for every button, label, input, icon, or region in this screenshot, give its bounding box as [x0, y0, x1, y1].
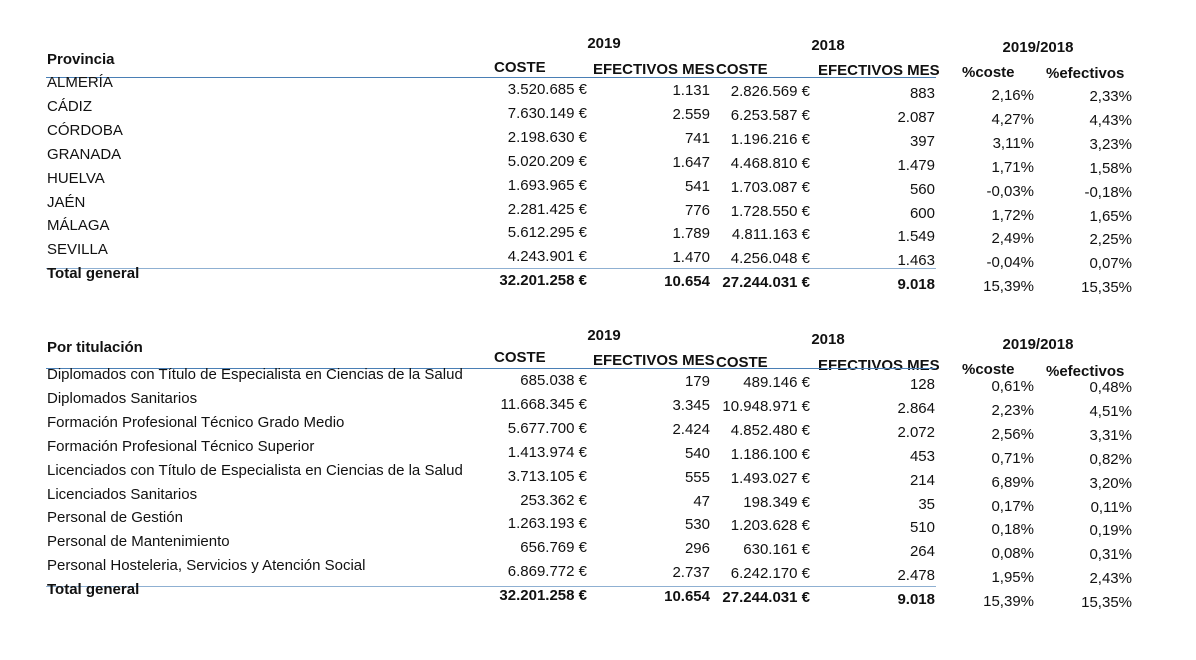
row-label: MÁLAGA	[47, 217, 110, 235]
total-coste-2018-cell: 27.244.031 €	[722, 589, 810, 607]
efectivos-2018-header: EFECTIVOS MES	[818, 357, 940, 374]
coste-2018-cell: 4.852.480 €	[730, 421, 810, 439]
efectivos-2019-cell: 541	[684, 177, 710, 195]
efectivos-2019-cell: 1.470	[672, 249, 710, 267]
pct-efectivos-cell: 4,51%	[1089, 402, 1132, 420]
coste-2018-cell: 1.703.087 €	[730, 178, 810, 196]
efectivos-2019-cell: 530	[684, 516, 710, 534]
efectivos-2019-cell: 3.345	[672, 396, 710, 414]
pct-coste-header: %coste	[962, 64, 1015, 81]
pct-coste-cell: 4,27%	[991, 110, 1034, 128]
pct-coste-cell: 6,89%	[991, 473, 1034, 491]
row-label: Personal de Mantenimiento	[47, 533, 230, 551]
efectivos-2018-cell: 1.463	[897, 252, 935, 270]
efectivos-2018-cell: 453	[909, 447, 935, 465]
pct-coste-cell: 1,95%	[991, 569, 1034, 587]
pct-coste-cell: -0,03%	[986, 182, 1034, 200]
total-pct-coste-cell: 15,39%	[983, 278, 1034, 296]
pct-efectivos-cell: 3,31%	[1089, 426, 1132, 444]
efectivos-2018-cell: 214	[909, 471, 935, 489]
efectivos-2018-cell: 2.072	[897, 423, 935, 441]
efectivos-2019-cell: 47	[693, 492, 710, 510]
pct-efectivos-cell: 0,07%	[1089, 255, 1132, 273]
pct-efectivos-cell: 1,58%	[1089, 159, 1132, 177]
efectivos-2018-cell: 510	[909, 519, 935, 537]
efectivos-2019-cell: 2.424	[672, 420, 710, 438]
coste-2018-cell: 2.826.569 €	[730, 83, 810, 100]
efectivos-2019-cell: 1.131	[672, 82, 710, 99]
row-label: JAÉN	[47, 193, 86, 211]
row-label: Diplomados Sanitarios	[47, 389, 198, 407]
efectivos-2019-cell: 741	[684, 129, 710, 147]
efectivos-2019-cell: 1.647	[672, 153, 710, 171]
coste-2019-header: COSTE	[494, 59, 546, 76]
coste-2019-cell: 253.362 €	[520, 491, 587, 509]
coste-2018-cell: 4.256.048 €	[730, 250, 810, 268]
total-coste-2018-cell: 27.244.031 €	[722, 274, 810, 292]
pct-coste-header: %coste	[962, 361, 1015, 378]
coste-2019-cell: 1.263.193 €	[507, 515, 587, 533]
coste-2018-cell: 1.493.027 €	[730, 469, 810, 487]
ratio-header: 2019/2018	[1002, 39, 1074, 56]
total-efectivos-2018-cell: 9.018	[897, 276, 935, 294]
coste-2018-cell: 4.811.163 €	[731, 226, 810, 244]
coste-2019-cell: 1.413.974 €	[507, 443, 587, 461]
pct-coste-cell: 2,16%	[991, 87, 1034, 104]
coste-2019-cell: 5.612.295 €	[507, 224, 587, 242]
total-efectivos-2019-cell: 10.654	[664, 588, 710, 606]
row-label: Licenciados con Título de Especialista en Ciencias de la Salud	[47, 461, 463, 479]
pct-coste-cell: 2,23%	[991, 401, 1034, 419]
pct-coste-cell: 2,49%	[991, 230, 1034, 248]
efectivos-2018-header: EFECTIVOS MES	[818, 62, 940, 79]
pct-coste-cell: 1,72%	[991, 206, 1034, 224]
coste-2018-cell: 4.468.810 €	[730, 154, 810, 172]
coste-2019-cell: 5.020.209 €	[507, 152, 587, 170]
pct-coste-cell: 0,17%	[991, 497, 1034, 515]
year-2018-header: 2018	[811, 331, 845, 348]
efectivos-2018-cell: 2.478	[897, 567, 935, 585]
total-efectivos-2019-cell: 10.654	[664, 273, 710, 291]
coste-2019-cell: 685.038 €	[520, 372, 587, 389]
pct-efectivos-cell: 2,25%	[1089, 231, 1132, 249]
total-coste-2019-cell: 32.201.258 €	[499, 587, 587, 605]
coste-2018-header: COSTE	[716, 61, 768, 78]
efectivos-2019-cell: 555	[684, 468, 710, 486]
coste-2019-cell: 3.713.105 €	[507, 467, 587, 485]
efectivos-2018-cell: 1.479	[897, 156, 935, 174]
coste-2018-cell: 198.349 €	[743, 493, 810, 511]
year-2019-header: 2019	[587, 35, 621, 52]
total-pct-efectivos-cell: 15,35%	[1081, 594, 1132, 612]
coste-2019-cell: 1.693.965 €	[507, 176, 587, 194]
pct-coste-cell: 0,61%	[991, 378, 1034, 395]
coste-2019-cell: 6.869.772 €	[507, 563, 587, 581]
efectivos-2019-header: EFECTIVOS MES	[593, 352, 715, 369]
efectivos-2019-cell: 776	[684, 201, 710, 219]
total-pct-efectivos-cell: 15,35%	[1081, 279, 1132, 297]
efectivos-2019-cell: 179	[684, 373, 710, 390]
efectivos-2018-cell: 2.087	[897, 108, 935, 126]
pct-efectivos-cell: 0,11%	[1090, 498, 1132, 516]
total-label: Total general	[47, 581, 140, 599]
pct-efectivos-cell: -0,18%	[1084, 183, 1132, 201]
pct-efectivos-cell: 4,43%	[1089, 111, 1132, 129]
efectivos-2018-cell: 2.864	[897, 399, 935, 417]
pct-coste-cell: 2,56%	[991, 425, 1034, 443]
row-label: Personal de Gestión	[47, 509, 183, 527]
coste-2018-cell: 1.196.216 €	[730, 130, 810, 148]
coste-2019-header: COSTE	[494, 349, 546, 366]
pct-coste-cell: 1,71%	[991, 158, 1034, 176]
pct-efectivos-header: %efectivos	[1046, 65, 1125, 82]
row-label: Formación Profesional Técnico Grado Medio	[47, 413, 345, 431]
row-label: HUELVA	[47, 169, 105, 187]
coste-2018-cell: 630.161 €	[743, 541, 810, 559]
coste-2018-header: COSTE	[716, 354, 768, 371]
efectivos-2018-cell: 600	[909, 204, 935, 222]
total-efectivos-2018-cell: 9.018	[897, 591, 935, 609]
efectivos-2019-cell: 2.737	[672, 564, 710, 582]
pct-efectivos-cell: 3,20%	[1089, 474, 1132, 492]
coste-2019-cell: 11.668.345 €	[500, 395, 587, 413]
efectivos-2018-cell: 397	[909, 132, 935, 150]
header-rule	[46, 77, 936, 78]
coste-2018-cell: 1.203.628 €	[730, 517, 810, 535]
efectivos-2019-cell: 2.559	[672, 105, 710, 123]
pct-efectivos-cell: 2,33%	[1089, 88, 1132, 105]
pct-efectivos-cell: 0,31%	[1089, 546, 1132, 564]
pct-efectivos-header: %efectivos	[1046, 363, 1125, 380]
coste-2019-cell: 7.630.149 €	[507, 104, 587, 122]
row-label-header: Por titulación	[47, 339, 143, 356]
coste-2019-cell: 3.520.685 €	[507, 81, 587, 98]
pct-efectivos-cell: 2,43%	[1089, 570, 1132, 588]
row-label: CÁDIZ	[47, 97, 92, 115]
pct-efectivos-cell: 3,23%	[1089, 135, 1132, 153]
coste-2018-cell: 6.253.587 €	[730, 106, 810, 124]
pct-efectivos-cell: 0,19%	[1089, 522, 1132, 540]
coste-2019-cell: 4.243.901 €	[507, 248, 587, 266]
coste-2018-cell: 489.146 €	[743, 374, 810, 391]
coste-2018-cell: 1.728.550 €	[730, 202, 810, 220]
row-label: SEVILLA	[47, 241, 108, 259]
total-coste-2019-cell: 32.201.258 €	[499, 272, 587, 290]
efectivos-2019-cell: 1.789	[672, 225, 710, 243]
pct-efectivos-cell: 0,48%	[1089, 379, 1132, 396]
coste-2019-cell: 2.198.630 €	[507, 128, 587, 146]
row-label-header: Provincia	[47, 51, 115, 68]
efectivos-2019-cell: 296	[684, 540, 710, 558]
efectivos-2019-header: EFECTIVOS MES	[593, 61, 715, 78]
coste-2019-cell: 5.677.700 €	[507, 419, 587, 437]
efectivos-2019-cell: 540	[684, 444, 710, 462]
pct-efectivos-cell: 1,65%	[1089, 207, 1132, 225]
efectivos-2018-cell: 35	[918, 495, 935, 513]
efectivos-2018-cell: 128	[909, 376, 935, 393]
row-label: GRANADA	[47, 145, 122, 163]
year-2018-header: 2018	[811, 37, 845, 54]
pct-coste-cell: 0,08%	[991, 545, 1034, 563]
total-pct-coste-cell: 15,39%	[983, 593, 1034, 611]
efectivos-2018-cell: 560	[909, 180, 935, 198]
pct-coste-cell: 0,71%	[991, 449, 1034, 467]
pct-coste-cell: 3,11%	[992, 134, 1034, 152]
year-2019-header: 2019	[587, 327, 621, 344]
pct-coste-cell: -0,04%	[986, 254, 1034, 272]
efectivos-2018-cell: 1.549	[897, 228, 935, 246]
ratio-header: 2019/2018	[1002, 336, 1074, 353]
coste-2019-cell: 2.281.425 €	[507, 200, 587, 218]
coste-2018-cell: 1.186.100 €	[730, 445, 810, 463]
row-label: Diplomados con Título de Especialista en Ciencias de la Salud	[47, 366, 463, 383]
efectivos-2018-cell: 883	[909, 85, 935, 102]
efectivos-2018-cell: 264	[909, 543, 935, 561]
coste-2018-cell: 6.242.170 €	[730, 565, 810, 583]
coste-2019-cell: 656.769 €	[520, 539, 587, 557]
row-label: ALMERÍA	[47, 74, 113, 91]
total-label: Total general	[47, 265, 140, 283]
row-label: CÓRDOBA	[47, 121, 123, 139]
pct-efectivos-cell: 0,82%	[1089, 450, 1132, 468]
row-label: Licenciados Sanitarios	[47, 485, 198, 503]
row-label: Personal Hosteleria, Servicios y Atención Social	[47, 557, 366, 575]
coste-2018-cell: 10.948.971 €	[722, 397, 810, 415]
row-label: Formación Profesional Técnico Superior	[47, 437, 315, 455]
pct-coste-cell: 0,18%	[991, 521, 1034, 539]
